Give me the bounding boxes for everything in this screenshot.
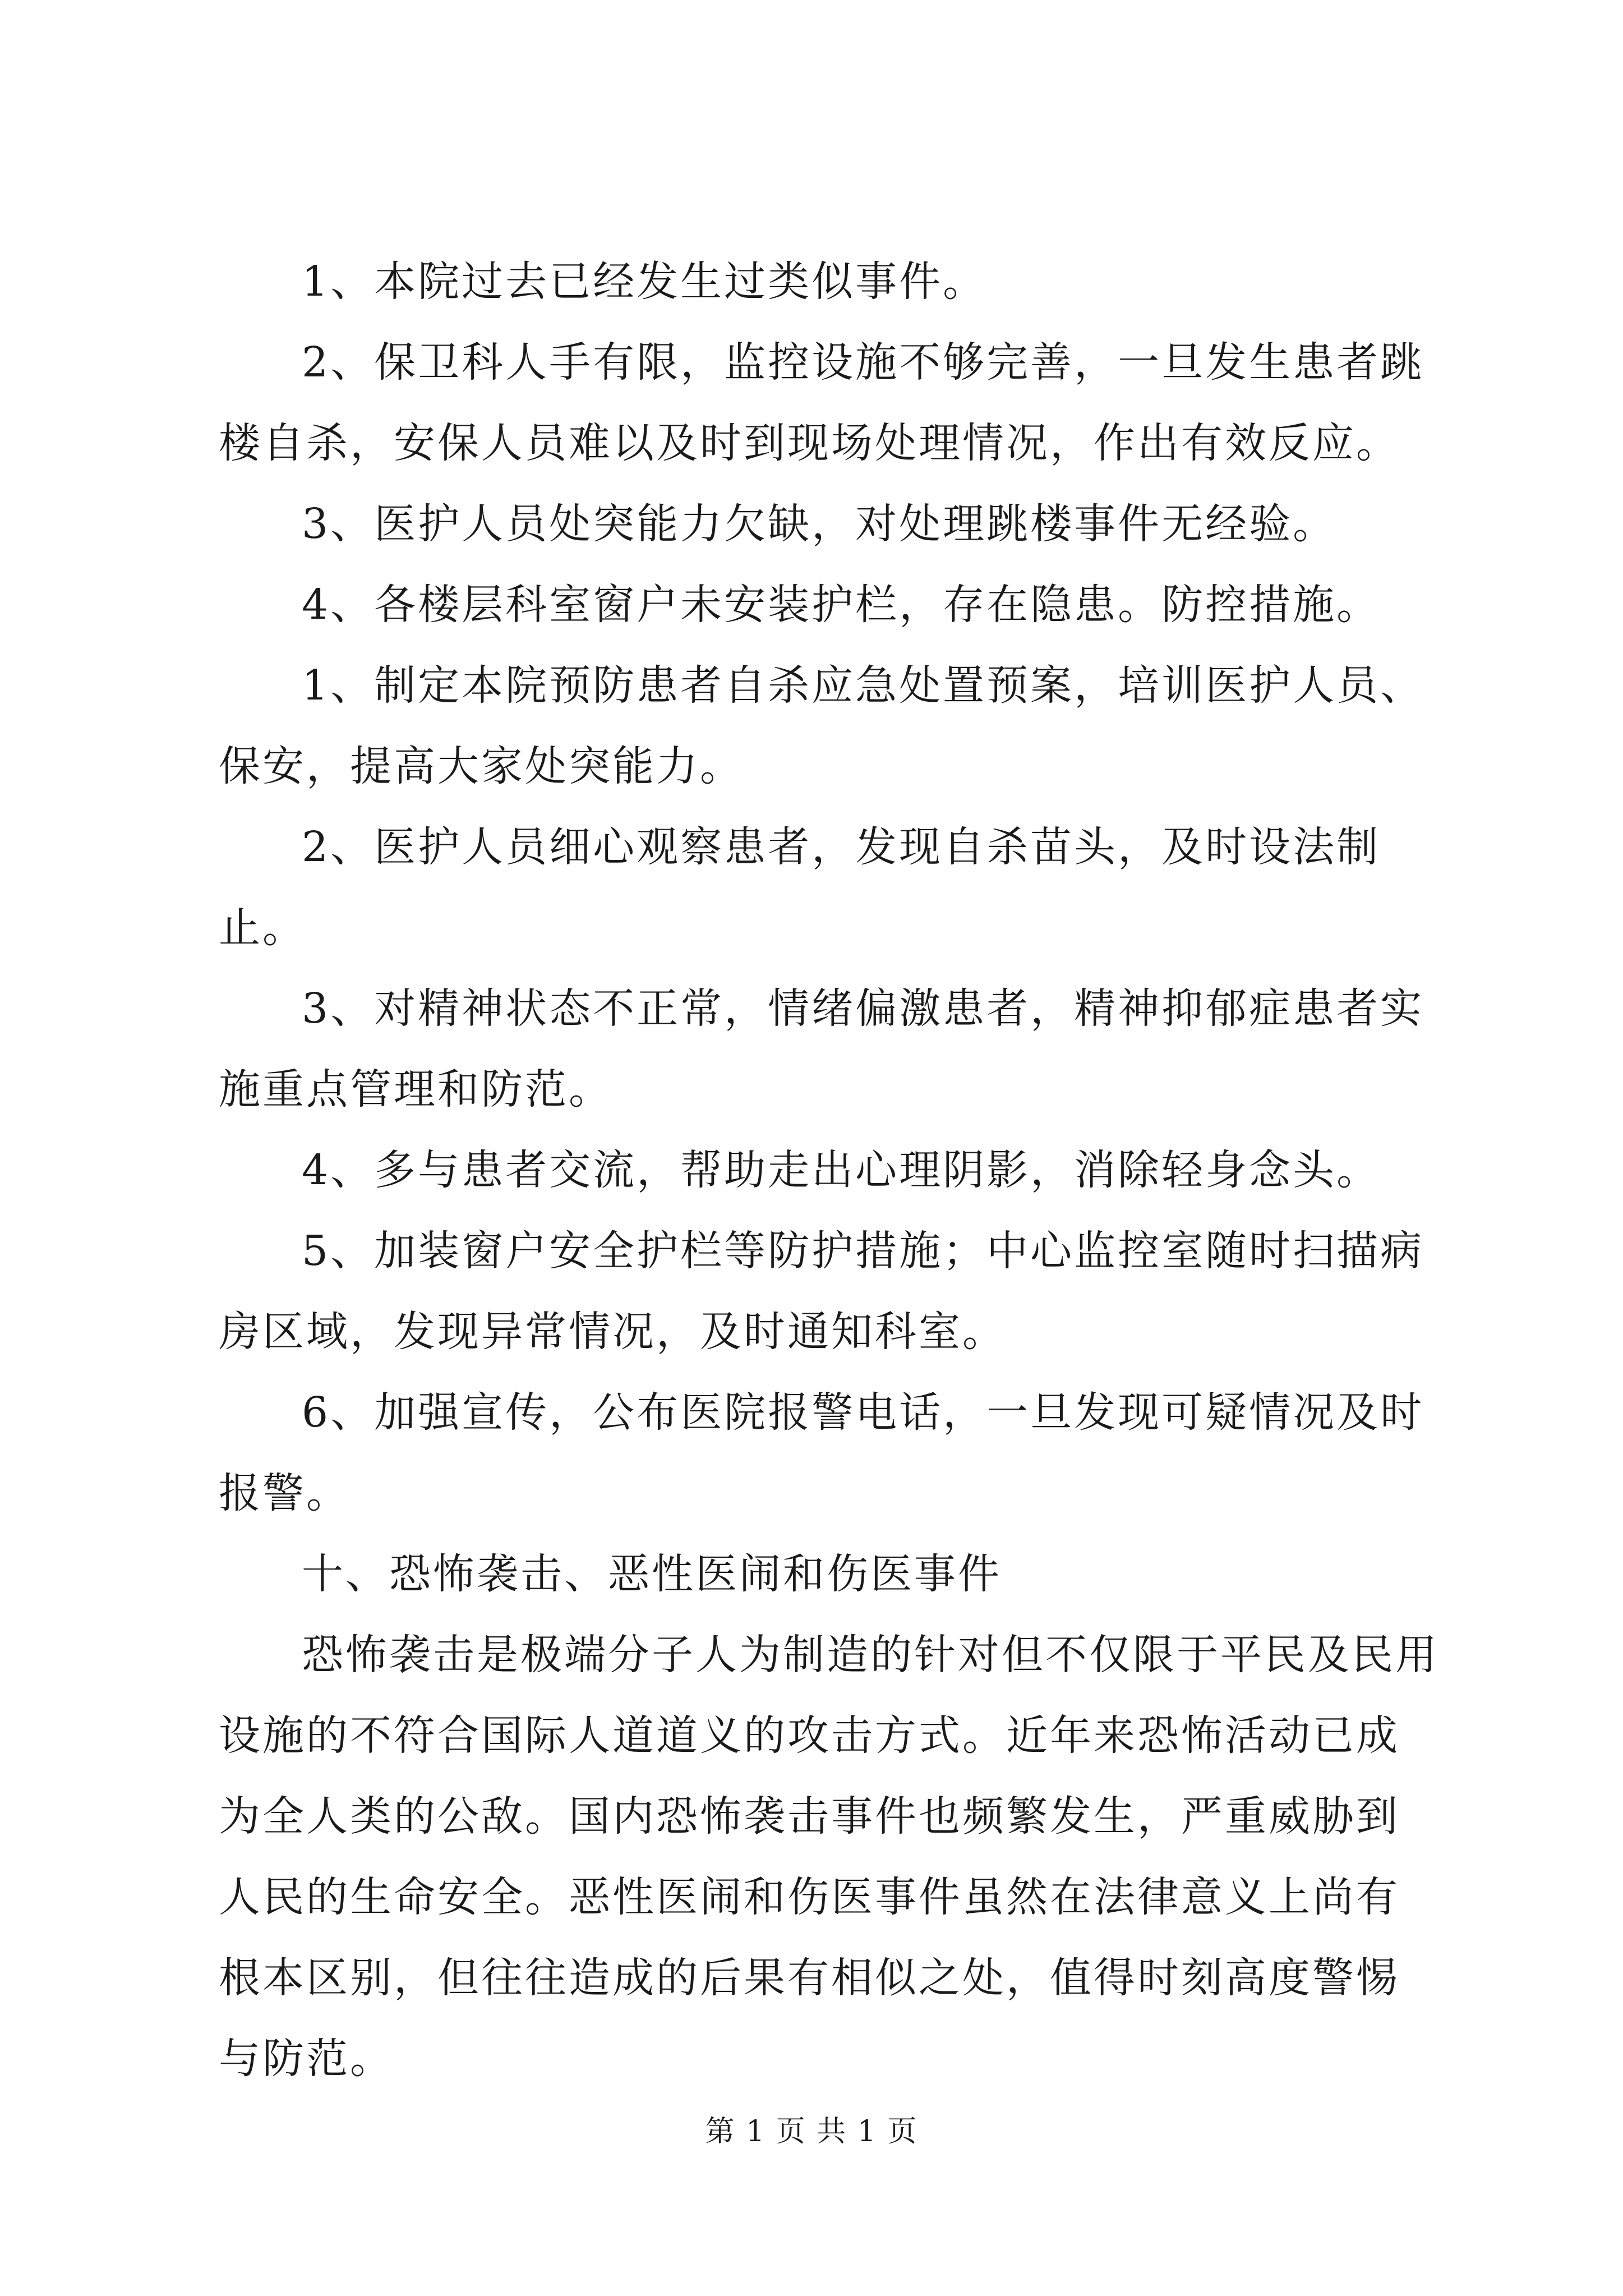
paragraph-10: 6、加强宣传，公布医院报警电话，一旦发现可疑情况及时报警。 (219, 1388, 1424, 1517)
paragraph-4: 4、各楼层科室窗户未安装护栏，存在隐患。防控措施。 (302, 581, 1381, 629)
paragraph-3: 3、医护人员处突能力欠缺，对处理跳楼事件无经验。 (302, 500, 1337, 548)
paragraph-12: 恐怖袭击是极端分子人为制造的针对但不仅限于平民及民用设施的不符合国际人道道义的攻击方式。近年来恐怖活动已成为全人类的公敌。国内恐怖袭击事件也频繁发生，严重威胁到人民的生命安全。恶性医闹和伤医事件虽然在法律意义上尚有根本区别，但往往造成的后果有相似之处，值得时刻高度警惕与防范。 (219, 1631, 1439, 2083)
paragraph-8: 4、多与患者交流，帮助走出心理阴影，消除轻身念头。 (302, 1146, 1381, 1194)
paragraph-9: 5、加装窗户安全护栏等防护措施；中心监控室随时扫描病房区域，发现异常情况，及时通知科室。 (219, 1227, 1424, 1356)
paragraph-1: 1、本院过去已经发生过类似事件。 (302, 257, 987, 306)
section-heading: 十、恐怖袭击、恶性医闹和伤医事件 (302, 1550, 1002, 1598)
page-footer: 第 1 页 共 1 页 (705, 2115, 918, 2148)
paragraph-6: 2、医护人员细心观察患者，发现自杀苗头，及时设法制止。 (219, 823, 1381, 952)
paragraph-5: 1、制定本院预防患者自杀应急处置预案，培训医护人员、保安，提高大家处突能力。 (219, 661, 1424, 790)
paragraph-2: 2、保卫科人手有限，监控设施不够完善，一旦发生患者跳楼自杀，安保人员难以及时到现场处理情况，作出有效反应。 (219, 338, 1424, 467)
paragraph-7: 3、对精神状态不正常，情绪偏激患者，精神抑郁症患者实施重点管理和防范。 (219, 984, 1424, 1114)
document-body (219, 241, 1441, 2099)
